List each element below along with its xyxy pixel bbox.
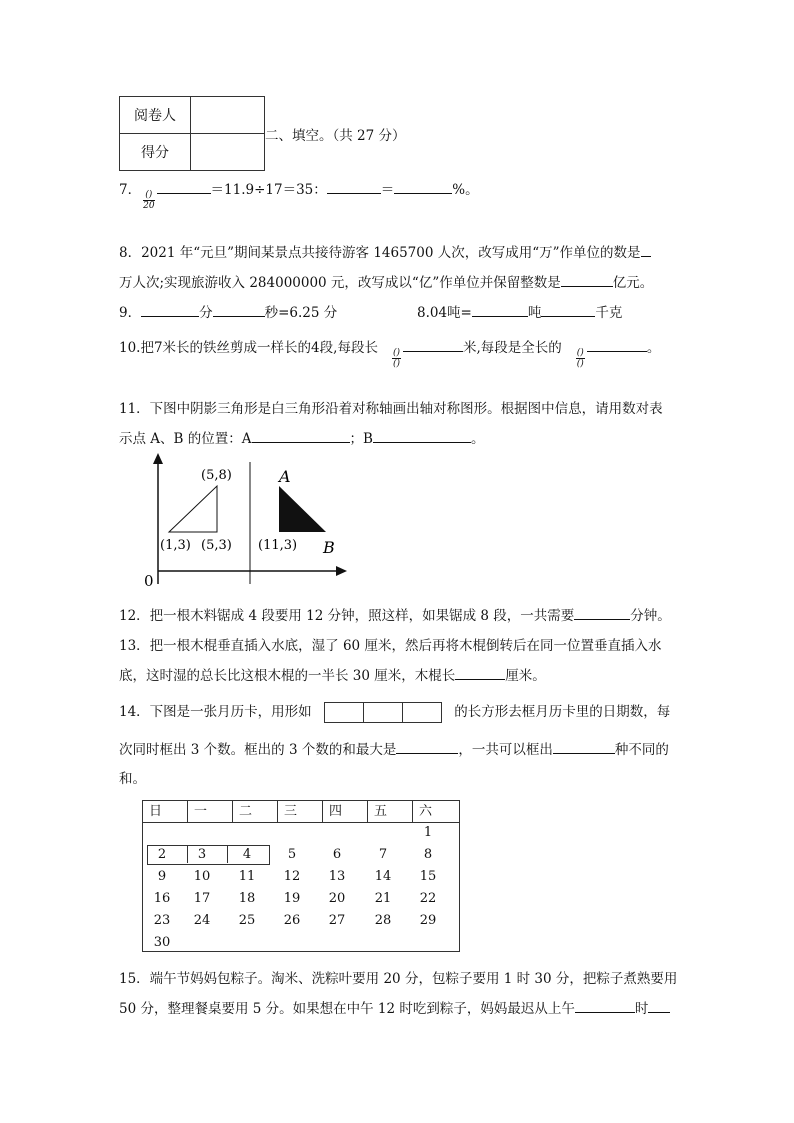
q14-blank-2[interactable] [553,739,615,754]
q7-fraction: $\frac{()}{20}$ [143,190,155,211]
label-5-8: (5,8) [201,468,232,483]
calendar-day: 10 [193,869,211,884]
section-title: 二、填空。（共 27 分） [265,128,406,144]
score-label: 得分 [120,134,191,171]
calendar-day: 28 [374,913,392,928]
calendar [142,800,460,952]
question-8: 8．2021 年“元旦”期间某景点共接待游客 1465700 人次，改写成用“万”作单位的数是 [119,241,651,261]
calendar-day: 30 [153,935,171,950]
q7-blank-2[interactable] [327,179,381,194]
y-axis-arrow [153,453,163,464]
score-table [119,96,265,171]
calendar-day: 18 [238,891,256,906]
question-9: 9． 分 秒=6.25 分 [119,301,337,321]
calendar-day: 20 [328,891,346,906]
calendar-day: 17 [193,891,211,906]
calendar-day: 25 [238,913,256,928]
question-13: 13．把一根木棍垂直插入水底，湿了 60 厘米，然后再将木棍倒转后在同一位置垂直插入水 [119,638,662,654]
grader-cell [191,97,265,134]
q8-blank-1[interactable] [641,242,651,257]
question-14-line2: 次同时框出 3 个数。框出的 3 个数的和最大是 ，一共可以框出 种不同的 [119,738,669,758]
calendar-day: 19 [283,891,301,906]
point-b-label: B [323,538,335,557]
label-5-3: (5,3) [201,538,232,553]
q12-blank[interactable] [574,605,630,620]
shaded-triangle [279,486,326,532]
q15-blank-2[interactable] [648,998,670,1013]
grader-label: 阅卷人 [120,97,191,134]
q14-blank-1[interactable] [396,739,458,754]
q10-fraction-2: $\frac{()}{()}$ [576,348,584,369]
calendar-day: 26 [283,913,301,928]
calendar-day: 14 [374,869,392,884]
question-15-line2: 50 分，整理餐桌要用 5 分。如果想在中午 12 时吃到粽子，妈妈最迟从上午 时 [119,997,670,1017]
calendar-header-cell: 五 [368,801,413,822]
calendar-header-cell: 三 [278,801,323,822]
q13-blank[interactable] [455,665,505,680]
question-7: 7． $\frac{()}{20}$ ＝11.9÷17＝35： ＝ %。 [119,178,479,211]
calendar-header [143,801,459,823]
white-triangle [169,486,217,532]
q11-blank-a[interactable] [252,428,350,443]
q15-blank-1[interactable] [575,998,635,1013]
q11-blank-b[interactable] [373,428,471,443]
calendar-day: 21 [374,891,392,906]
q7-blank-3[interactable] [394,179,452,194]
symmetry-figure [140,452,355,592]
label-1-3: (1,3) [160,538,191,553]
calendar-day: 1 [423,825,433,840]
calendar-day: 16 [153,891,171,906]
q7-blank-1[interactable] [157,179,211,194]
calendar-header-cell: 日 [143,801,188,822]
calendar-day: 8 [423,847,433,862]
question-11-line2: 示点 A、B 的位置：A ；B 。 [119,427,484,447]
calendar-day: 2 [157,847,167,862]
question-15: 15．端午节妈妈包粽子。淘米、洗粽叶要用 20 分，包粽子要用 1 时 30 分，把粽子煮熟要用 [119,971,678,987]
three-cell-frame-icon [324,702,442,723]
calendar-day: 23 [153,913,171,928]
question-10: 10.把7米长的铁丝剪成一样长的4段,每段长 $\frac{()}{()}$ 米,每段是全长的 $\frac{()}{()}$ 。 [119,336,660,369]
q8-blank-2[interactable] [561,272,613,287]
calendar-day: 22 [419,891,437,906]
point-a-label: A [279,467,291,486]
x-axis-arrow [336,566,347,576]
q9-blank-2[interactable] [213,302,265,317]
question-14-line3: 和。 [119,771,146,787]
q9-blank-3[interactable] [472,302,528,317]
question-13-line2: 底，这时湿的总长比这根木棍的一半长 30 厘米，木棍长 厘米。 [119,664,546,684]
calendar-header-cell: 四 [323,801,368,822]
calendar-header-cell: 六 [419,804,433,819]
q10-blank-1[interactable] [403,337,463,352]
calendar-day: 11 [238,869,256,884]
question-8-line2: 万人次;实现旅游收入 284000000 元，改写成以“亿”作单位并保留整数是 亿元。 [119,271,653,291]
calendar-selection-frame [147,845,270,865]
q10-blank-2[interactable] [587,337,647,352]
question-9-part2: 8.04吨= 吨 千克 [417,301,622,321]
q9-blank-1[interactable] [141,302,199,317]
calendar-day: 12 [283,869,301,884]
calendar-header-cell: 二 [233,801,278,822]
origin-label: 0 [144,572,154,590]
calendar-day: 6 [332,847,342,862]
q9-blank-4[interactable] [541,302,595,317]
calendar-day: 9 [157,869,167,884]
question-12: 12．把一根木料锯成 4 段要用 12 分钟，照这样，如果锯成 8 段，一共需要 分钟。 [119,604,671,624]
calendar-day: 24 [193,913,211,928]
calendar-day: 29 [419,913,437,928]
calendar-day: 7 [378,847,388,862]
question-14: 14．下图是一张月历卡，用形如 的长方形去框月历卡里的日期数，每 [119,700,670,723]
score-cell [191,134,265,171]
label-11-3: (11,3) [258,538,298,553]
question-11: 11．下图中阴影三角形是白三角形沿着对称轴画出轴对称图形。根据图中信息，请用数对表 [119,401,663,417]
calendar-day: 15 [419,869,437,884]
calendar-day: 13 [328,869,346,884]
calendar-day: 4 [242,847,252,862]
calendar-day: 27 [328,913,346,928]
calendar-day: 5 [287,847,297,862]
calendar-header-cell: 一 [188,801,233,822]
calendar-day: 3 [197,847,207,862]
q10-fraction-1: $\frac{()}{()}$ [392,348,400,369]
